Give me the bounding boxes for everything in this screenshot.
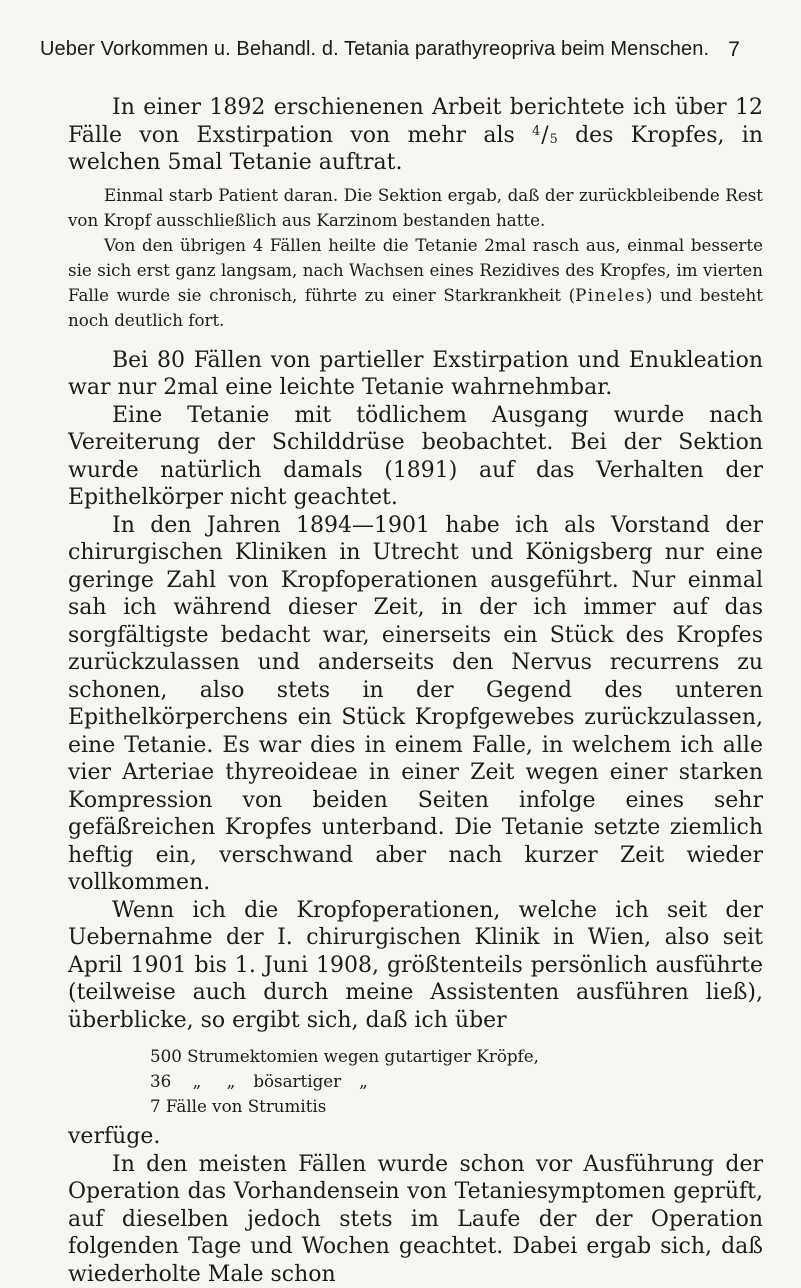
paragraph-7: In den meisten Fällen wurde schon vor Ausführung der Operation das Vorhandensein von Tetaniesymptomen geprüft, auf dieselben jedoch stets im Laufe der der Operation folgenden Tage und Wochen geachtet. Dabei ergab sich, daß wiederholte Male schon [68, 1151, 763, 1287]
paragraph-5: Wenn ich die Kropfoperationen, welche ich seit der Uebernahme der I. chirurgischen Klinik in Wien, also seit April 1901 bis 1. Juni 1908, größtenteils persönlich ausführte (teilweise auch durch meine Assistenten ausführen ließ), überblicke, so ergibt sich, daß ich über [68, 897, 763, 1033]
list-line-1: 500 Strumektomien wegen gutartiger Kröpfe, [150, 1046, 539, 1067]
page-number: 7 [728, 38, 740, 61]
paragraph-1-text-after-fraction: des Kropfes, in welchen 5mal Tetanie auftrat. [68, 122, 763, 175]
paragraph-1 [68, 94, 763, 177]
small-paragraph-2-after-name: ) und besteht noch deutlich fort. [68, 284, 763, 330]
ditto-mark-1: „ [192, 1071, 202, 1092]
running-title: Ueber Vorkommen u. Behandl. d. Tetania parathyreopriva beim Menschen. [40, 38, 710, 60]
paragraph-6: verfüge. [68, 1124, 161, 1150]
running-header [40, 38, 740, 78]
paragraph-2: Bei 80 Fällen von partieller Exstirpation und Enukleation war nur 2mal eine leichte Tetanie wahrnehmbar. [68, 347, 763, 401]
page-body [68, 94, 763, 1288]
fraction-slash: / [541, 122, 549, 148]
list-line-2-text: bösartiger [253, 1071, 342, 1092]
fraction-numerator: 4 [532, 123, 541, 139]
small-paragraph-2-before-name: Von den übrigen 4 Fällen heilte die Tetanie 2mal rasch aus, einmal besserte sie sich erst ganz langsam, nach Wachsen eines Rezidives des Kropfes, im vierten Falle wurde sie chronisch, führte zu einer Starkrankheit ( [68, 234, 763, 305]
ditto-mark-3: „ [359, 1071, 368, 1092]
list-line-2-number: 36 [150, 1071, 172, 1092]
small-paragraph-1: Einmal starb Patient daran. Die Sektion ergab, daß der zurückbleibende Rest von Kropf ausschließlich aus Karzinom bestanden hatte. [68, 184, 763, 230]
list-line-2 [150, 1069, 763, 1094]
operation-list [150, 1044, 763, 1119]
paragraph-1-text-before-fraction: In einer 1892 erschienenen Arbeit berichtete ich über 12 Fälle von Exstirpation von mehr als [68, 95, 763, 148]
fraction-denominator: 5 [549, 131, 558, 147]
ditto-mark-2: „ [226, 1071, 236, 1092]
list-line-3: 7 Fälle von Strumitis [150, 1096, 327, 1117]
author-name: Pineles [575, 284, 646, 305]
paragraph-4: In den Jahren 1894—1901 habe ich als Vorstand der chirurgischen Kliniken in Utrecht und Königsberg nur eine geringe Zahl von Kropfoperationen ausgeführt. Nur einmal sah ich während dieser Zeit, in der ich immer auf das sorgfältigste bedacht war, einerseits ein Stück des Kropfes zurückzulassen und anderseits den Nervus recurrens zu schonen, also stets in der Gegend des unteren Epithelkörperchens ein Stück Kropfgewebes zurückzulassen, eine Tetanie. Es war dies in einem Falle, in welchem ich alle vier Arteriae thyreoideae in einer Zeit wegen einer starken Kompression von beiden Seiten infolge eines sehr gefäßreichen Kropfes unterband. Die Tetanie setzte ziemlich heftig ein, verschwand aber nach kurzer Zeit wieder vollkommen. [68, 512, 763, 896]
paragraph-3: Eine Tetanie mit tödlichem Ausgang wurde nach Vereiterung der Schilddrüse beobachtet. Bei der Sektion wurde natürlich damals (1891) auf das Verhalten der Epithelkörper nicht geachtet. [68, 402, 763, 511]
small-paragraph-2 [68, 233, 763, 333]
